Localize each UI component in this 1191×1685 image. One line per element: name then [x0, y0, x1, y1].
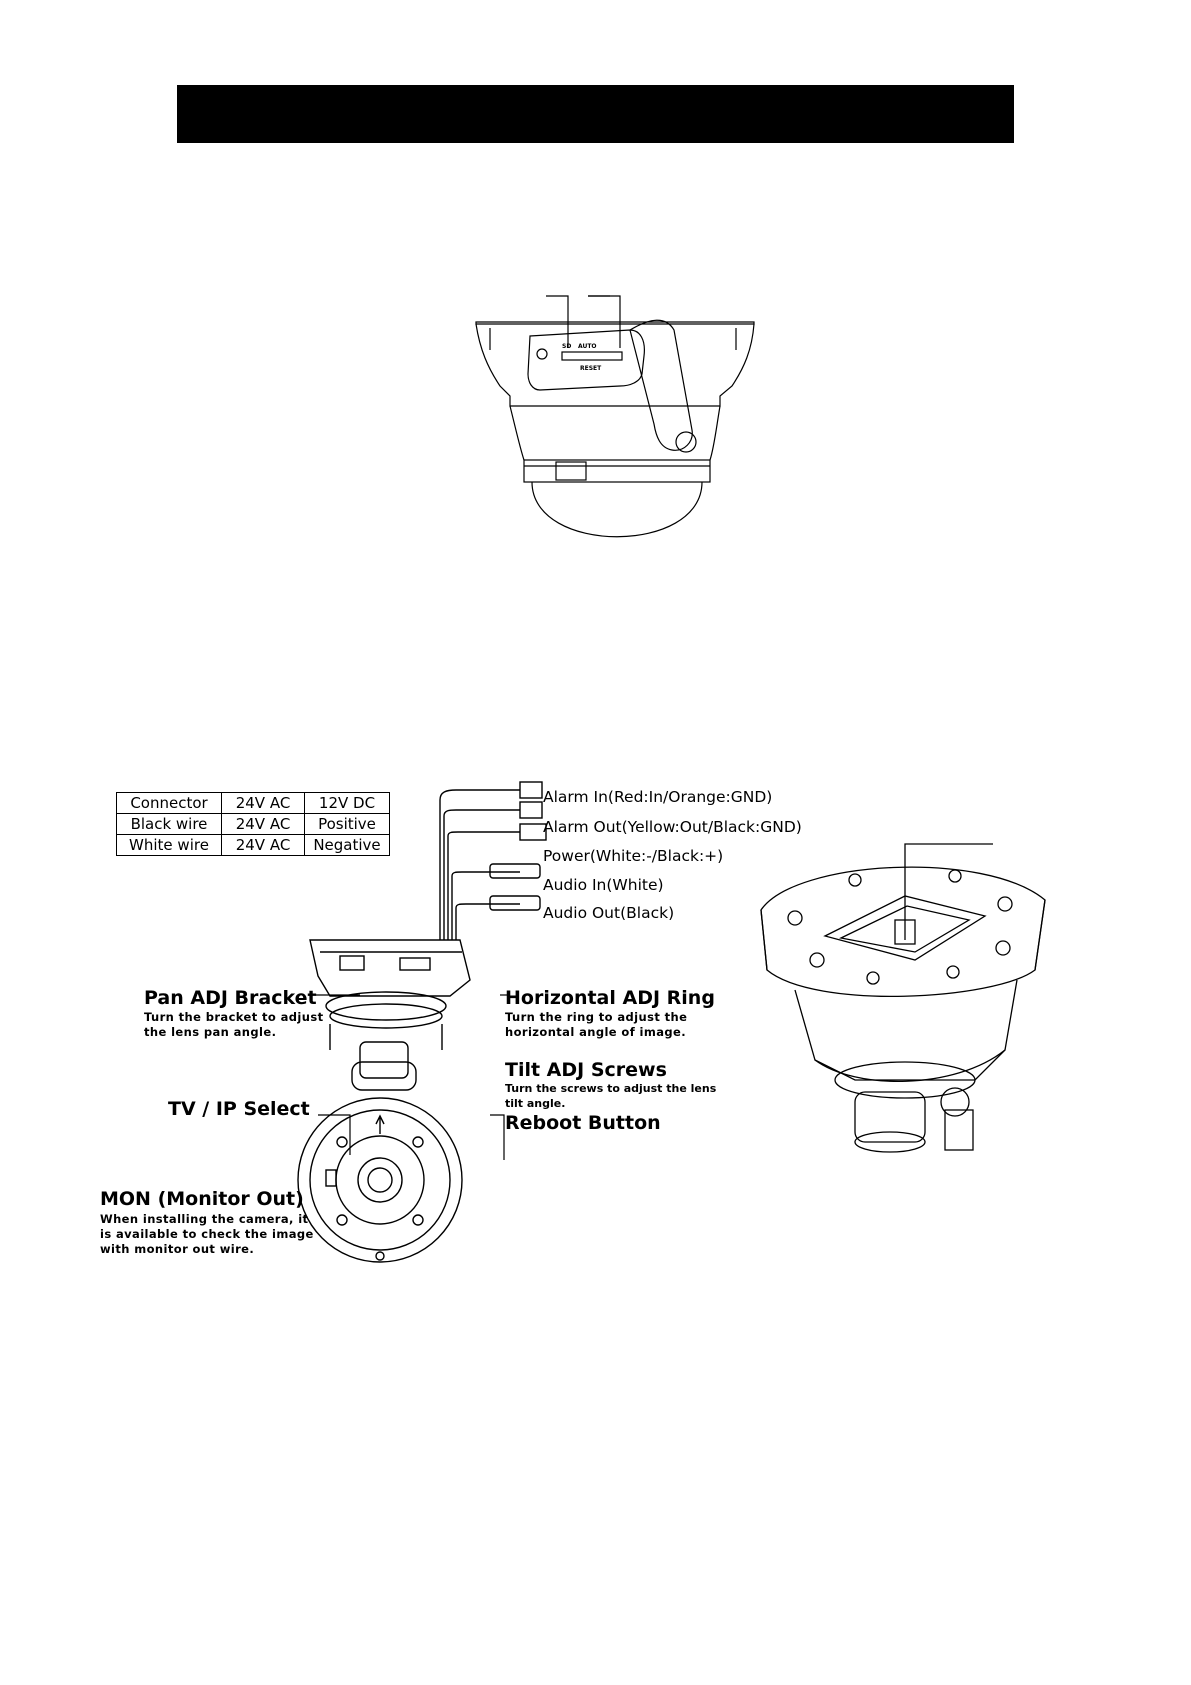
tilt-adj-desc-1: Turn the screws to adjust the lens [505, 1082, 717, 1095]
horizontal-adj-desc-1: Turn the ring to adjust the [505, 1010, 688, 1024]
tilt-adj-title: Tilt ADJ Screws [505, 1059, 667, 1081]
wire-label-audio-out: Audio Out(Black) [543, 904, 675, 922]
sd-label: SD [562, 343, 572, 350]
wire-label-alarm-out: Alarm Out(Yellow:Out/Black:GND) [543, 818, 802, 836]
reboot-button-title: Reboot Button [505, 1112, 661, 1134]
mon-desc-2: is available to check the image [100, 1227, 314, 1241]
mon-desc-3: with monitor out wire. [100, 1242, 255, 1256]
wire-label-power: Power(White:-/Black:+) [543, 847, 724, 865]
pan-adj-desc-2: the lens pan angle. [144, 1025, 277, 1039]
table-cell: White wire [117, 835, 222, 856]
table-cell: 24V AC [222, 835, 305, 856]
table-cell: Positive [305, 814, 390, 835]
table-cell: Black wire [117, 814, 222, 835]
tilt-adj-desc-2: tilt angle. [505, 1097, 566, 1110]
pan-adj-desc-1: Turn the bracket to adjust [144, 1010, 324, 1024]
table-cell: 24V AC [222, 814, 305, 835]
table-cell: 12V DC [305, 793, 390, 814]
table-cell: Connector [117, 793, 222, 814]
table-cell: Negative [305, 835, 390, 856]
mon-title: MON (Monitor Out) [100, 1188, 304, 1210]
horizontal-adj-title: Horizontal ADJ Ring [505, 987, 715, 1009]
tv-ip-select-title: TV / IP Select [168, 1098, 310, 1120]
wire-label-audio-in: Audio In(White) [543, 876, 664, 894]
horizontal-adj-desc-2: horizontal angle of image. [505, 1025, 687, 1039]
table-cell: 24V AC [222, 793, 305, 814]
reset-label: RESET [580, 365, 602, 372]
mon-desc-1: When installing the camera, it [100, 1212, 309, 1226]
header-bar [177, 85, 1014, 143]
wire-label-alarm-in: Alarm In(Red:In/Orange:GND) [543, 788, 773, 806]
dome-camera-side-view [470, 290, 770, 580]
auto-label: AUTO [578, 343, 597, 350]
camera-isometric-view [755, 840, 1055, 1160]
pan-adj-title: Pan ADJ Bracket [144, 987, 317, 1009]
